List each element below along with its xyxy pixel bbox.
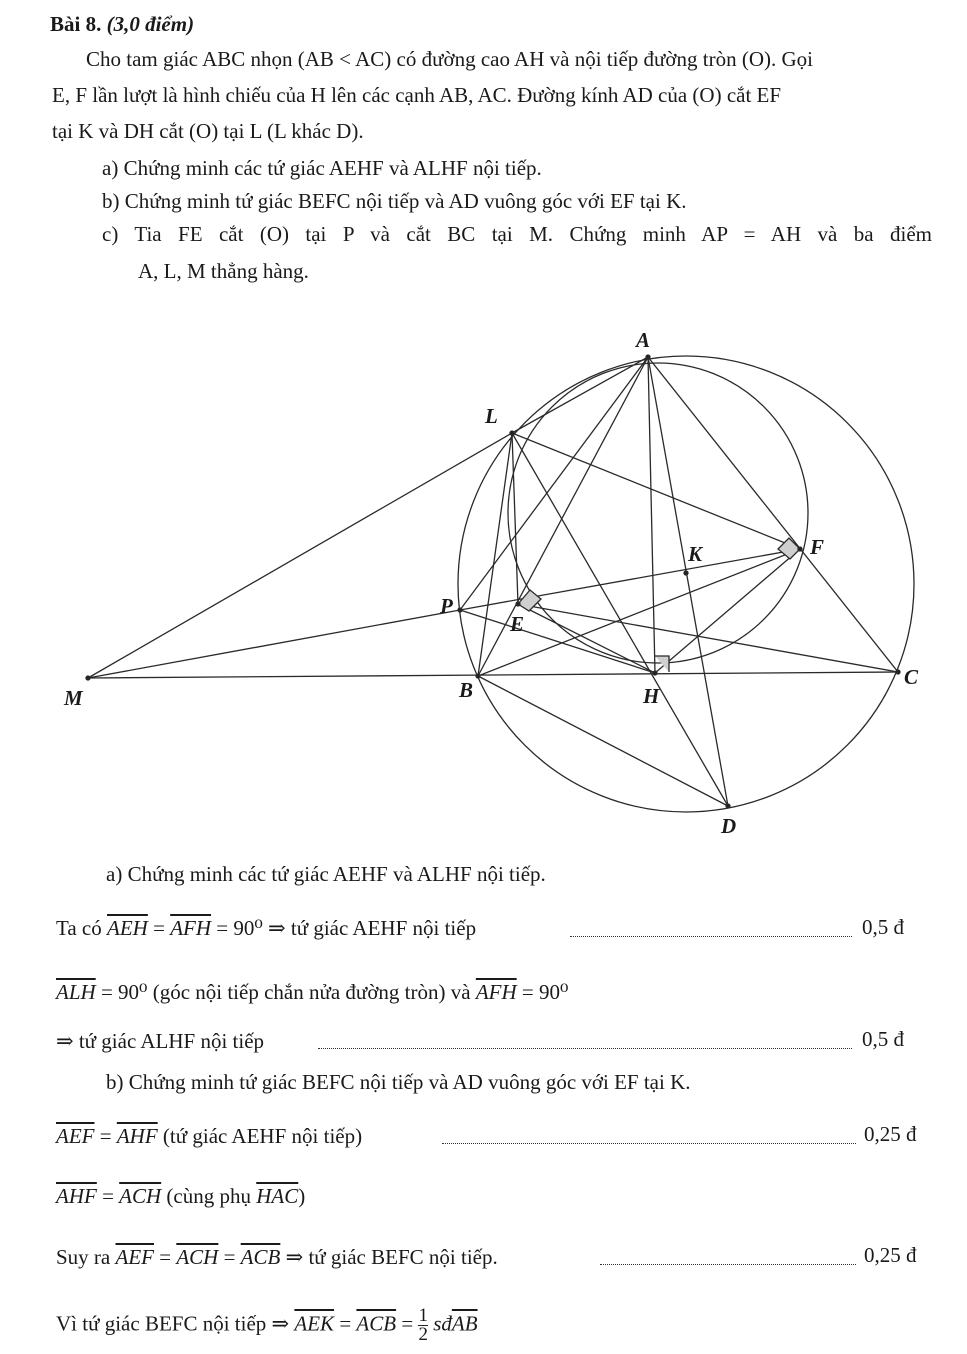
fraction-numerator: 1 [418, 1305, 428, 1326]
problem-number: Bài 8. [50, 12, 102, 36]
angle-AFH: $\overline{AFH}$ [170, 916, 212, 940]
label-K: K [688, 542, 703, 566]
statement-line-1: Cho tam giác ABC nhọn (AB < AC) có đường cao AH và nội tiếp đường tròn (O). Gọi [86, 47, 813, 71]
score-a2: 0,5 đ [862, 1027, 904, 1051]
angle-AHF-2: $\overline{AHF}$ [56, 1184, 97, 1208]
a1-eq: = [153, 916, 165, 940]
b4-eq1: = [339, 1311, 352, 1336]
problem-points: (3,0 điểm) [106, 12, 195, 36]
segment-MP [88, 610, 460, 678]
solution-a-line-3: ⇒ tứ giác ALHF nội tiếp [56, 1029, 265, 1053]
statement-line-3: tại K và DH cắt (O) tại L (L khác D). [52, 119, 364, 143]
solution-b-line-1 [56, 1123, 362, 1149]
label-C: C [904, 665, 919, 689]
circle-AEHF [508, 363, 808, 663]
label-P: P [440, 594, 453, 618]
solution-part-a-heading: a) Chứng minh các tứ giác AEHF và ALHF nội tiếp. [106, 862, 546, 886]
b3-eq2: = [223, 1245, 236, 1269]
label-F: F [810, 535, 825, 559]
a1-eq2: = 90⁰ ⇒ [216, 916, 286, 940]
angle-ACH: $\overline{ACH}$ [119, 1184, 162, 1208]
part-b-question: b) Chứng minh tứ giác BEFC nội tiếp và AD vuông góc với EF tại K. [102, 189, 687, 213]
point-P [458, 608, 462, 612]
b2-eq: = [102, 1184, 114, 1208]
angle-HAC: $\overline{HAC}$ [256, 1184, 299, 1208]
part-a-question: a) Chứng minh các tứ giác AEHF và ALHF nội tiếp. [102, 156, 542, 180]
solution-b-line-2 [56, 1183, 305, 1209]
solution-part-b-heading: b) Chứng minh tứ giác BEFC nội tiếp và AD vuông góc với EF tại K. [106, 1070, 691, 1094]
segment-PA [460, 357, 648, 610]
angle-ALH: $\overline{ALH}$ [56, 980, 96, 1004]
solution-b-line-3 [56, 1244, 498, 1270]
a2-tail: = 90⁰ [521, 980, 569, 1004]
b2-text: (cùng phụ [166, 1184, 251, 1208]
angle-AFH-2: $\overline{AFH}$ [475, 980, 517, 1004]
right-angle-H [655, 656, 669, 672]
a1-prefix: Ta có [56, 916, 102, 940]
geometry-figure [0, 300, 967, 860]
point-K [684, 571, 688, 575]
b4-prefix: Vì tứ giác BEFC nội tiếp [56, 1311, 267, 1336]
point-E [516, 602, 520, 606]
angle-ACH-2: $\overline{ACH}$ [176, 1245, 219, 1269]
point-A [646, 355, 650, 359]
label-E: E [510, 612, 525, 636]
angle-AEF: $\overline{AEF}$ [56, 1124, 95, 1148]
fraction-half [418, 1307, 428, 1344]
b4-sd: sđ [433, 1311, 452, 1336]
segment-AC [648, 357, 898, 672]
label-H: H [643, 684, 660, 708]
a2-text: = 90⁰ (góc nội tiếp chắn nửa đường tròn) và [100, 980, 471, 1004]
arc-AB: $\overline{AB}$ [451, 1311, 478, 1336]
segment-AH [648, 357, 655, 673]
problem-title [50, 12, 194, 37]
angle-AEK: $\overline{AEK}$ [294, 1311, 335, 1336]
segment-ML [88, 433, 512, 678]
label-D: D [721, 814, 737, 838]
dot-leader [318, 1048, 852, 1049]
b2-close: ) [298, 1184, 306, 1208]
angle-ACB-2: $\overline{ACB}$ [356, 1311, 397, 1336]
point-F [798, 547, 802, 551]
dot-leader [570, 936, 852, 937]
b3-eq1: = [159, 1245, 172, 1269]
part-c-question-line-2: A, L, M thẳng hàng. [138, 259, 309, 283]
segment-HF [655, 549, 800, 673]
b3-prefix: Suy ra [56, 1245, 111, 1269]
segment-BF [478, 549, 800, 676]
label-M: M [64, 686, 83, 710]
problem-statement [52, 41, 932, 149]
point-M [86, 676, 90, 680]
angle-AHF: $\overline{AHF}$ [116, 1124, 158, 1148]
solution-a-line-1 [56, 915, 476, 941]
angle-AEH: $\overline{AEH}$ [107, 916, 148, 940]
statement-line-2: E, F lần lượt là hình chiếu của H lên các cạnh AB, AC. Đường kính AD của (O) cắt EF [52, 83, 782, 107]
label-B: B [459, 678, 474, 702]
b1-text: (tứ giác AEHF nội tiếp) [162, 1124, 363, 1148]
point-H [653, 671, 657, 675]
score-a1: 0,5 đ [862, 915, 904, 939]
angle-AEF-2: $\overline{AEF}$ [115, 1245, 154, 1269]
b1-eq: = [99, 1124, 112, 1148]
b4-eq2: = [401, 1311, 414, 1336]
dot-leader [600, 1264, 856, 1265]
line-MC [88, 672, 898, 678]
angle-ACB: $\overline{ACB}$ [240, 1245, 281, 1269]
score-b2: 0,25 đ [864, 1243, 917, 1267]
segment-PH [460, 610, 655, 673]
fraction-denominator: 2 [418, 1324, 428, 1345]
label-A: A [636, 328, 651, 352]
solution-b-line-4 [56, 1307, 478, 1344]
point-L [510, 431, 514, 435]
solution-a-line-2 [56, 979, 568, 1005]
part-c-question-line-1: c) Tia FE cắt (O) tại P và cắt BC tại M. Chứng minh AP = AH và ba điểm [102, 222, 932, 246]
label-L: L [485, 404, 498, 428]
segment-LB [478, 433, 512, 676]
score-b1: 0,25 đ [864, 1122, 917, 1146]
b3-text: ⇒ tứ giác BEFC nội tiếp. [285, 1245, 498, 1269]
point-B [476, 674, 480, 678]
point-D [726, 804, 730, 808]
segment-LE [512, 433, 518, 604]
point-C [896, 670, 900, 674]
a1-text: tứ giác AEHF nội tiếp [290, 916, 477, 940]
b4-arrow: ⇒ [271, 1311, 290, 1336]
dot-leader [442, 1143, 856, 1144]
segment-PF [460, 549, 800, 610]
